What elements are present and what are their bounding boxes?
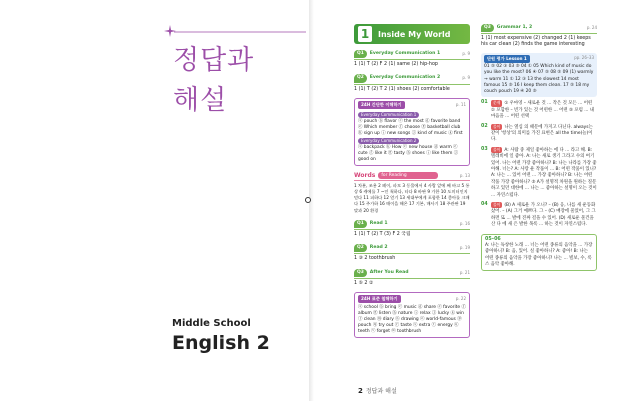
box-page: p. 22 [455,296,466,302]
box-pill: Everyday Communication 1 [358,112,419,118]
answer-item-04 [481,202,597,229]
section-title: After You Read [369,269,409,275]
answer-item-01 [481,100,597,120]
review-box-2 [354,292,470,338]
section-read-2 [354,244,470,262]
unit-banner [354,24,470,44]
page-footer [358,386,397,395]
words-title: Words [354,171,376,179]
section-badge: Q1 [354,50,367,58]
unit-number: 1 [358,26,372,42]
cover-page [0,0,310,401]
section-page: p. 16 [459,220,470,226]
section-title: Grammar 1, 2 [496,25,533,30]
section-body: 1 (1) T (2) T 2 (1) shoes (2) comfortable [354,86,450,92]
section-badge: Q3 [481,24,494,32]
section-read-1 [354,220,470,238]
item-text: (B) A 새로운 가 오니? – (B) 응, 나를 새 운동화 샀어. – (A) 그거 예쁘다. 그 – (C) 매장에 물었어, 그 그 하면 또 ... 발에 진짜 걸을 수 있어. (D) 새로운 물건을 산 다 에 새 은 발한 목록 ... 하는 것이 자연스럽다. [491,203,596,228]
section-body: 1 ③ 2 toothbrush [354,256,396,262]
box-page: p. 11 [455,101,466,107]
item-number: 05–06 [485,236,501,242]
section-title: Everyday Communication 1 [369,51,441,56]
answer-item-03 [481,147,597,199]
box-tag: 24H 간단한 이해하기 [358,101,405,109]
footer-label: 정답과 해설 [365,388,397,395]
section-body: 1 (1) T (2) T (3) F 2 국립 [354,232,411,238]
item-text: A: 나는 독창한 노래 ... 너는 어떤 종류의 음악을 ... 가장 좋아하니? B: 음, 있어. 실 좋아하니? A: 좋아! B: 나는 어떤 종류의 음악을 가장 좋아하니? 나는 ... 빌보, 수, 록스 음악 좋아해. [485,243,593,267]
lesson-tag: 단원 평가 Lesson 1 [484,55,530,63]
answer-item-05-06 [481,234,597,271]
section-body: 1 ⑤ 2 ② [354,280,374,286]
words-header [354,172,470,181]
box-body: ⓐ school ⓑ bring ⓒ music ⓓ share ⓔ favorite ⓕ album ⓖ listen ⓗ nature ⓘ relax ⓙ lucky ⓚ win ⓛ clean ⓜ diary ⓝ drawing ⓞ world-famous ⓟ pouch ⓠ try out ⓡ taste ⓢ extra ⓣ energy ⓤ teeth ⓥ forget ⓦ toothbrush [358,305,466,335]
section-grammar [481,24,597,49]
box-body: ⓐ backpack ⓑ How ⓒ new house ⓓ warm ⓔ cute ⓕ like it ⓖ tasty ⓗ shoes ⓘ like them ⓙ good on [358,144,459,162]
section-badge: Q2 [354,244,367,252]
cover-title-line2: 해설 [173,85,228,116]
answer-item-02 [481,124,597,144]
review-box-1 [354,98,470,166]
lesson-test-box [481,53,597,98]
section-everyday-1 [354,50,470,68]
decorative-line-sparkle [168,30,306,34]
words-body: 1 차분, 조용 2 폐이, 파모 3 동물에서 4 사람 앞에 째 바고 5 통상 6 캐에를 7 ~인 척하다, 타다 8 바판 9 가한 10 도미터인지 믿다 11 피하다 12 얻기 13 세대부에게 포함한 14 좋아를 크매다 15 주가하 16 매이을 해온 17 기본, 매사기 18 주관판 19 맞과 20 환경 [354,182,470,213]
section-title: Everyday Communication 2 [369,75,441,81]
section-badge: Q1 [354,220,367,228]
section-badge: Q2 [354,74,367,82]
item-number: 02 [481,123,488,129]
section-page: p. 19 [459,245,470,251]
item-text: A: 사람 중 제일 좋아하는 에 다 ... 라고 해. B: 텔레비에 일 좋아. A: 나는 새로 생기 그라고 수의 여기 있어. 나는 어떤 가장 좋아하니? B: 나는 나라를 가장 좋아해. 너는? A: 사랑 운 작품이 ... B: 어떤 작품이 있니? A: 나는 ... 있어 어떤 ... 가장 좋아하니? B: 나는 어떤 작품 가장 좋아하니? ⑤ A가 설명적 차원을 원하는 질문하고 있던 대한에 ... 나는 ... 좋아하는 설명이 오는 것이 ... 자연스럽다. [491,147,597,198]
section-body: 1 (1) most expensive (2) changed 2 (1) keeps his car clean (2) finds the game interesting [481,36,591,48]
item-tag: 풀이 [493,202,501,208]
box-tag: 24H 표준 철해하기 [358,295,401,303]
lesson-body: 01 ⑤ 02 ③ 03 ⑤ 04 ① 05 Which kind of music do you like the most? 06 ④ 07 ⑤ 08 ⑤ 09 (1) warmly → warm 11 ① 12 ③ 13 the slowest 14 most famous 15 ⑤ 16 I keep them clean. 17 ⑤ 18 my couch pouch 19 ④ 20 ⑤ [484,63,594,95]
item-number: 04 [481,202,488,208]
section-everyday-2 [354,74,470,92]
section-title: Read 1 [369,220,388,226]
section-body: 1 (1) T (2) F 2 (1) same (2) hip-hop [354,62,438,68]
section-after-you-read [354,269,470,287]
item-tag: 문제 [493,100,501,106]
words-subtitle: for Reading [378,172,438,179]
unit-title: Inside My World [378,29,451,39]
section-title: Read 2 [369,245,388,251]
words-page: p. 13 [459,172,470,178]
book-title: English 2 [172,332,270,354]
item-text: 나는 열심 의 때문에 가지고 다닌다. always는 같이 '항상'의 의미를 가진 표현은 all the time(늘)이다. [491,124,593,143]
binder-ring-left [305,197,311,203]
item-number: 03 [481,146,488,152]
section-page: p. 24 [586,25,597,30]
school-level: Middle School [172,318,251,329]
section-page: p. 21 [459,269,470,275]
cover-title-line1: 정답과 [173,45,255,76]
answer-left-column [354,24,470,338]
item-tag: 풀이 [493,123,501,129]
box-body: ⓐ pouch ⓑ flavor ⓒ the most ⓓ favorite band ⓔ Which member ⓕ choose ⓖ basketball club ⓗ sign up ⓘ new songs ⓙ kind of music ⓚ first [358,118,463,136]
page-number: 2 [358,387,363,395]
item-tag: 풀이 [493,146,501,152]
answer-right-column [481,24,597,271]
lesson-pages: pp. 26–33 [574,54,594,60]
sparkle-icon [164,25,176,37]
item-text: ① 우마영 – 새로운 것 ... 작은 것 모든 ... 어떤 ② 포함한 – 빈가 있는 것 어떤한 ... 어떤 ⑤ 포럼 ... 내 마음을 ... 어떤 선택 [491,101,595,120]
box-pill: Everyday Communication 2 [358,138,419,144]
section-page: p. 9 [462,51,470,56]
section-page: p. 9 [462,75,470,81]
section-badge: Q3 [354,269,367,277]
item-number: 01 [481,100,488,106]
